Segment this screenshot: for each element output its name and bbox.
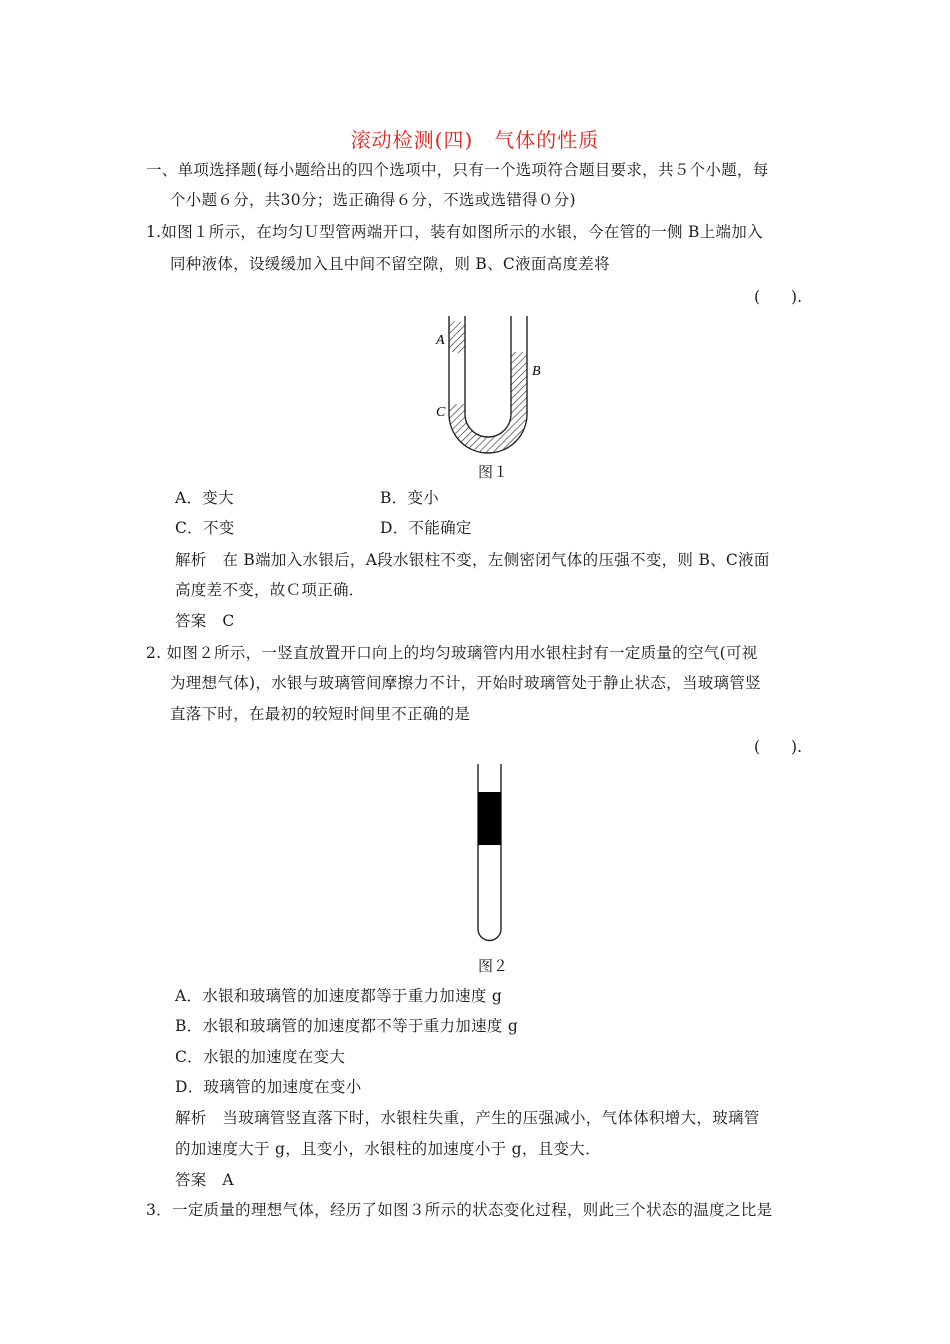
q1-stem: 1.如图１所示，在均匀Ｕ型管两端开口，装有如图所示的水银，今在管的一侧 B上端加入 xyxy=(146,223,763,241)
q1-answer: 答案 C xyxy=(175,612,235,630)
q3-stem: 3．一定质量的理想气体，经历了如图３所示的状态变化过程，则此三个状态的温度之比是 xyxy=(146,1201,773,1219)
q1-analysis-cont: 高度差不变，故Ｃ项正确． xyxy=(175,581,365,599)
q2-stem-cont: 为理想气体)，水银与玻璃管间摩擦力不计，开始时玻璃管处于静止状态，当玻璃管竖 xyxy=(170,674,761,692)
figure-2-glass-tube xyxy=(470,762,510,947)
q2-analysis: 解析 当玻璃管竖直落下时，水银柱失重，产生的压强减小，气体体积增大，玻璃管 xyxy=(175,1109,760,1127)
figure-2-caption: 图２ xyxy=(478,957,509,975)
q2-option-c: C．水银的加速度在变大 xyxy=(175,1048,346,1066)
glass-tube-outline xyxy=(478,764,501,941)
q2-option-d: D．玻璃管的加速度在变小 xyxy=(175,1078,362,1096)
q1-option-a: A．变大 xyxy=(175,489,234,507)
q1-option-b: B．变小 xyxy=(380,489,440,507)
q2-stem-cont2: 直落下时，在最初的较短时间里不正确的是 xyxy=(170,705,471,723)
q1-analysis: 解析 在 B端加入水银后，A段水银柱不变，左侧密闭气体的压强不变，则 B、C液面 xyxy=(175,551,770,569)
figure-1-u-tube xyxy=(428,312,548,457)
page-title: 滚动检测(四) 气体的性质 xyxy=(350,128,600,152)
q2-analysis-cont: 的加速度大于 g，且变小，水银柱的加速度小于 g，且变大． xyxy=(175,1140,601,1158)
mercury-bend xyxy=(449,352,527,453)
q2-stem: 2. 如图２所示，一竖直放置开口向上的均匀玻璃管内用水银柱封有一定质量的空气(可视 xyxy=(146,644,758,662)
q1-option-d: D．不能确定 xyxy=(380,519,472,537)
q2-option-b: B．水银和玻璃管的加速度都不等于重力加速度 g xyxy=(175,1017,519,1035)
q1-answer-bracket: ( ). xyxy=(753,288,802,306)
q2-answer: 答案 A xyxy=(175,1171,234,1189)
figure-label-c: C xyxy=(436,405,446,420)
section-heading: 一、单项选择题(每小题给出的四个选项中，只有一个选项符合题目要求，共５个小题，每 xyxy=(146,161,769,179)
q2-option-a: A．水银和玻璃管的加速度都等于重力加速度 g xyxy=(175,987,503,1005)
q2-answer-bracket: ( ). xyxy=(753,738,802,756)
mercury-column-a xyxy=(449,321,465,353)
q1-option-c: C．不变 xyxy=(175,519,235,537)
tube-inner-wall xyxy=(465,316,511,437)
figure-1-caption: 图１ xyxy=(478,463,509,481)
mercury-column xyxy=(478,792,501,845)
q1-stem-cont: 同种液体，设缓缓加入且中间不留空隙，则 B、C液面高度差将 xyxy=(170,255,610,273)
section-heading-cont: 个小题６分，共30分；选正确得６分，不选或选错得０分) xyxy=(170,191,576,209)
figure-label-b: B xyxy=(532,364,541,379)
figure-label-a: A xyxy=(436,333,445,348)
